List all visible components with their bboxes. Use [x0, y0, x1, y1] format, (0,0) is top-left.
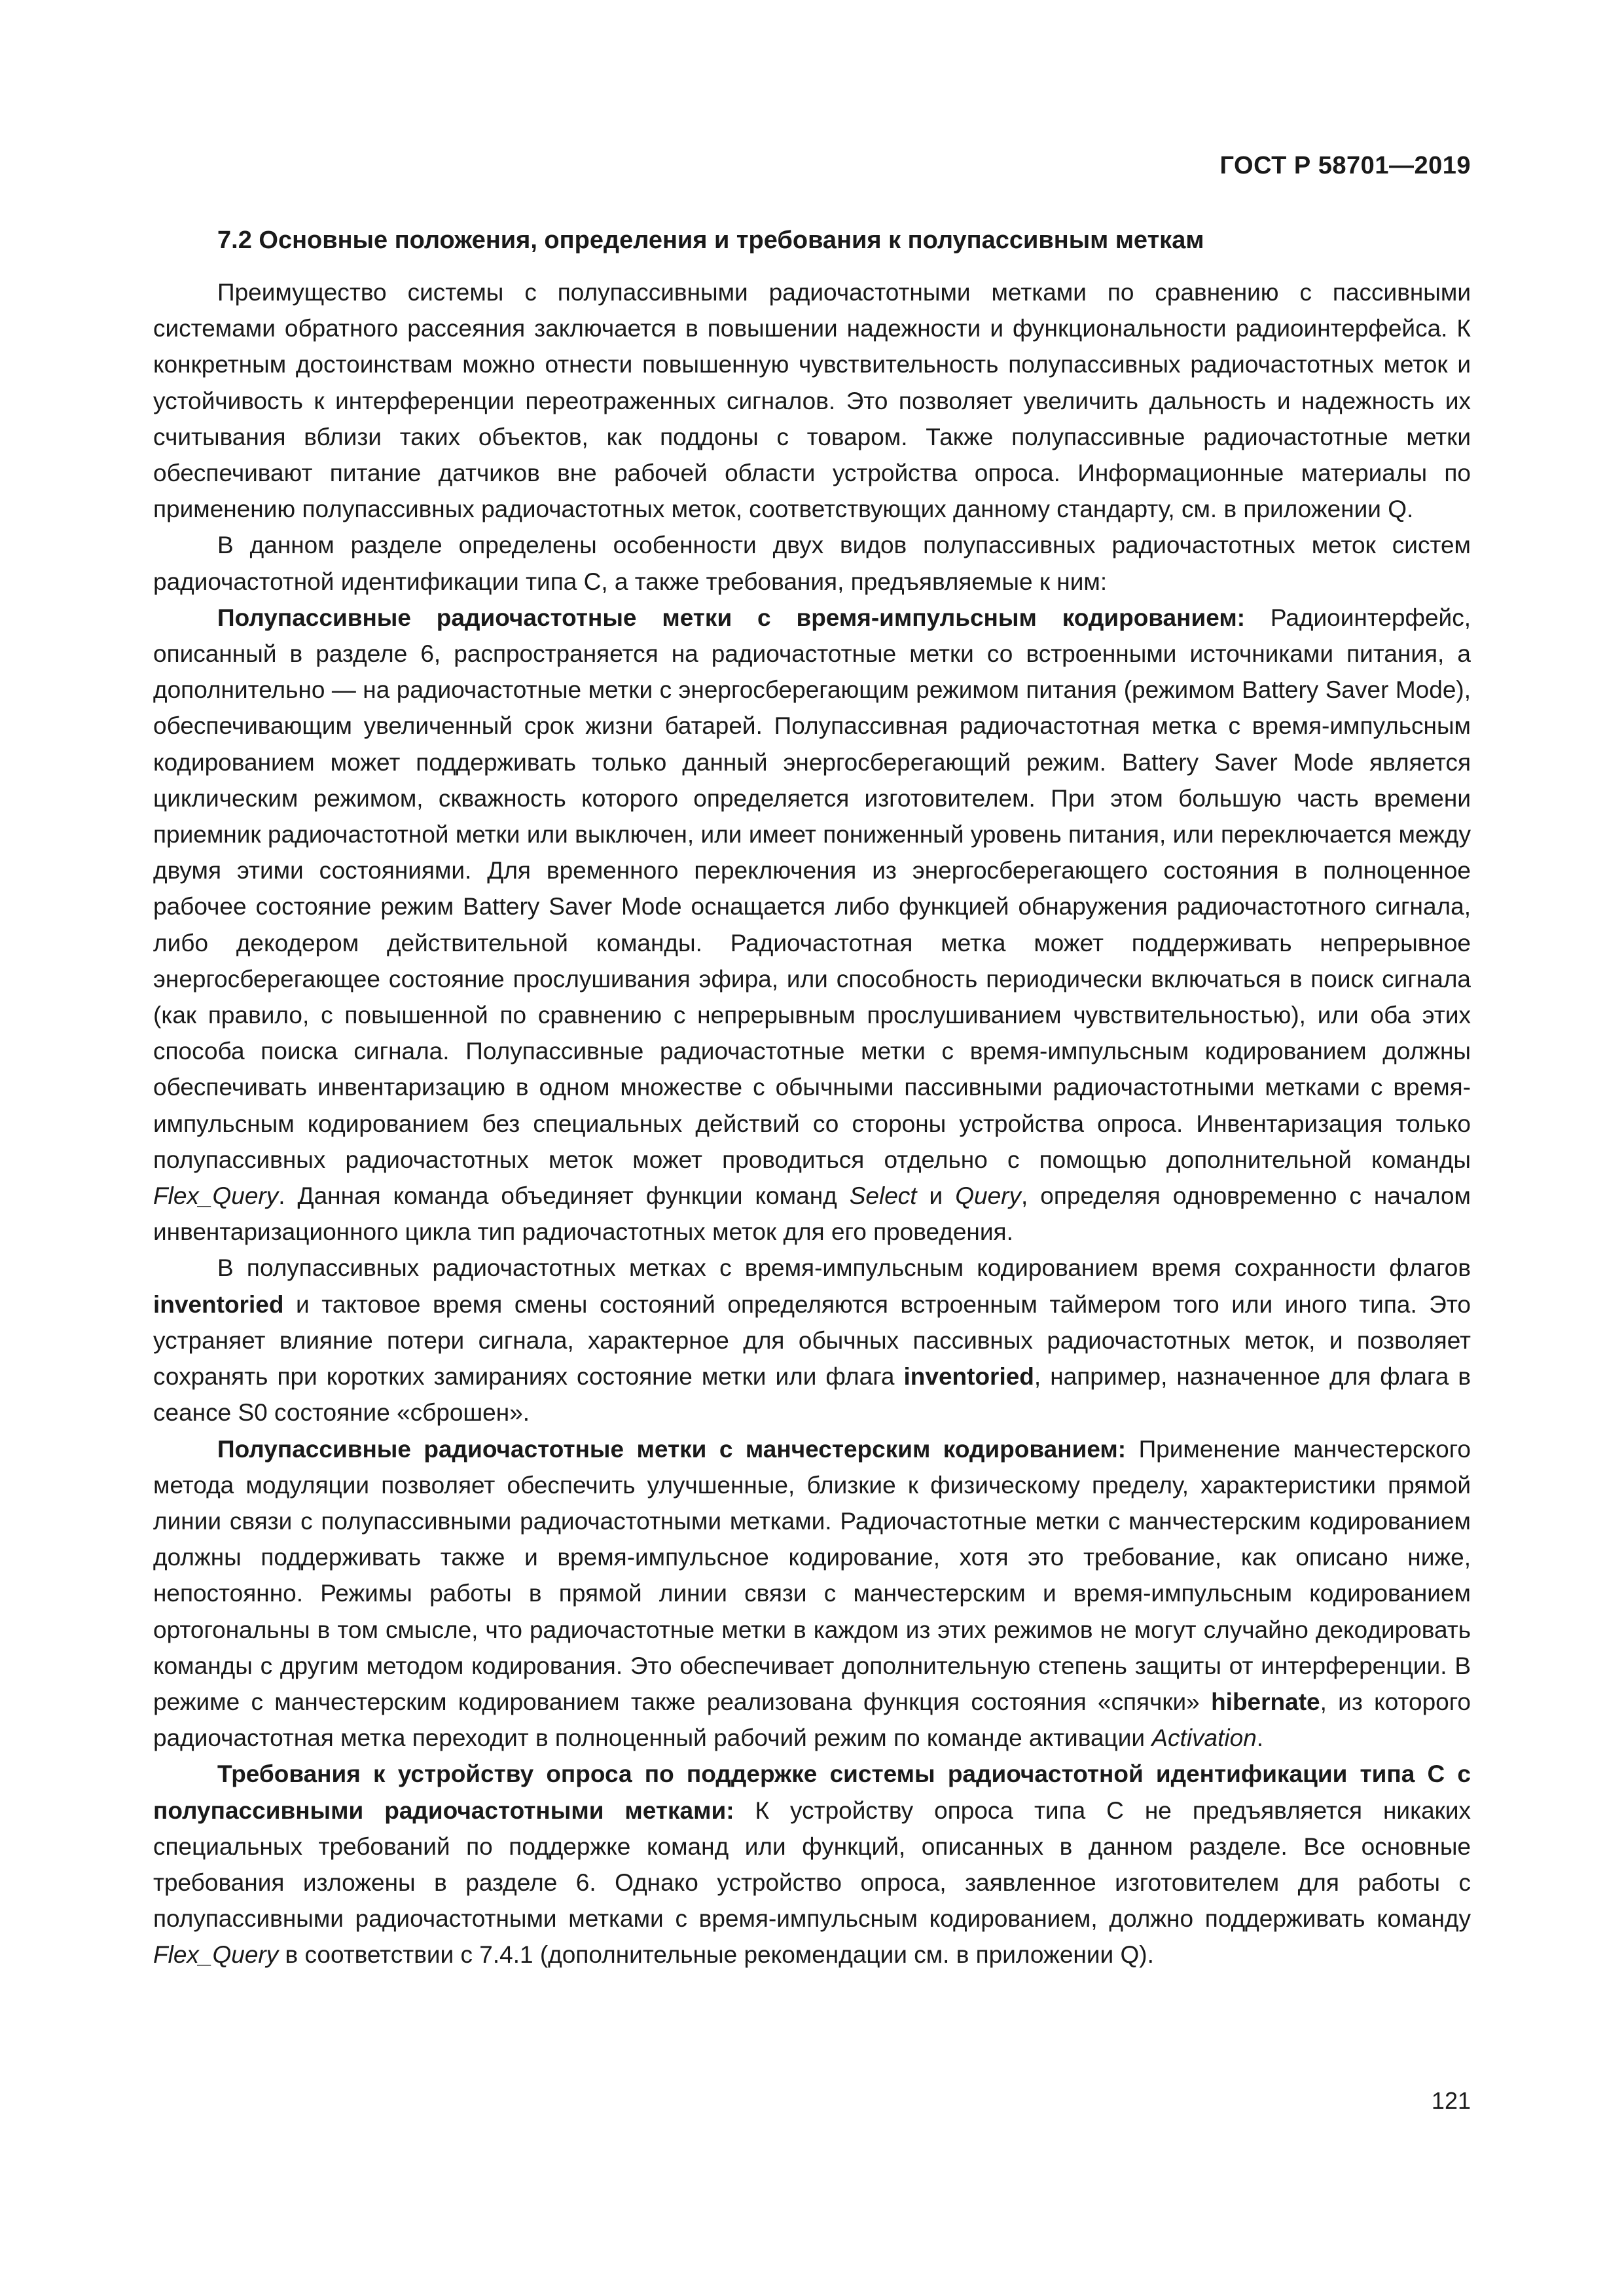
- page-content: [153, 223, 1471, 1973]
- command-name: Activation: [1151, 1724, 1257, 1752]
- paragraph-text: , определяя одновременно с началом инвентаризационного цикла тип радиочастотных меток для его проведения.: [153, 1182, 1471, 1246]
- flag-name: inventoried: [153, 1290, 284, 1318]
- paragraph-text: .: [1256, 1724, 1264, 1752]
- flag-name: inventoried: [903, 1363, 1034, 1391]
- command-name: Flex_Query: [153, 1182, 279, 1210]
- paragraph-advantages: [153, 274, 1471, 527]
- command-name: Select: [849, 1182, 917, 1210]
- paragraph-text: , из которого радиочастотная метка переходит в полноценный рабочий режим по команде активации: [153, 1688, 1471, 1752]
- paragraph-text: В данном разделе определены особенности двух видов полупассивных радиочастотных меток систем радиочастотной идентификации типа С, а также требования, предъявляемые к ним:: [153, 532, 1471, 595]
- paragraph-lead-term: Полупассивные радиочастотные метки с манчестерским кодированием:: [217, 1435, 1127, 1463]
- paragraph-interrogator-requirements: [153, 1756, 1471, 1973]
- paragraph-text: и тактовое время смены состояний определяются встроенным таймером того или иного типа. Это устраняет влияние потери сигнала, характерное для обычных пассивных радиочастотных меток, и позволяет сохранять при коротких замираниях состояние метки или флага: [153, 1290, 1471, 1391]
- paragraph-text: . Данная команда объединяет функции команд: [278, 1182, 850, 1210]
- state-name: hibernate: [1211, 1688, 1320, 1715]
- paragraph-text: и: [916, 1182, 956, 1210]
- paragraph-lead-term: Полупассивные радиочастотные метки с время-импульсным кодированием:: [217, 604, 1246, 631]
- document-code: ГОСТ Р 58701—2019: [1219, 152, 1471, 179]
- command-name: Query: [955, 1182, 1021, 1210]
- paragraph-text: Преимущество системы с полупассивными радиочастотными метками по сравнению с пассивными системами обратного рассеяния заключается в повышении надежности и функциональности радиоинтерфейса. К конкретным достоинствам можно отнести повышенную чувствительность полупассивных радиочастотных меток и устойчивость к интерференции переотраженных сигналов. Это позволяет увеличить дальность и надежность их считывания вблизи таких объектов, как поддоны с товаром. Также полупассивные радиочастотные метки обеспечивают питание датчиков вне рабочей области устройства опроса. Информационные материалы по применению полупассивных радиочастотных меток, соответствующих данному стандарту, см. в приложении Q.: [153, 279, 1471, 523]
- paragraph-text: Применение манчестерского метода модуляции позволяет обеспечить улучшенные, близкие к физическому пределу, характеристики прямой линии связи с полупассивными радиочастотными метками. Радиочастотные метки с манчестерским кодированием должны поддерживать также и время-импульсное кодирование, хотя это требование, как описано ниже, непостоянно. Режимы работы в прямой линии связи с манчестерским и время-импульсным кодированием ортогональны в том смысле, что радиочастотные метки в каждом из этих режимов не могут случайно декодировать команды с другим методом кодирования. Это обеспечивает дополнительную степень защиты от интерференции. В режиме с манчестерским кодированием также реализована функция состояния «спячки»: [153, 1435, 1471, 1715]
- paragraph-lead-term: Требования к устройству опроса по поддержке системы радиочастотной идентификации типа С с полупассивными радиочастотными метками:: [153, 1760, 1471, 1824]
- section-heading: 7.2 Основные положения, определения и требования к полупассивным меткам: [217, 227, 1204, 254]
- paragraph-text: К устройству опроса типа С не предъявляется никаких специальных требований по поддержке команд или функций, описанных в данном разделе. Все основные требования изложены в разделе 6. Однако устройство опроса, заявленное изготовителем для работы с полупассивными радиочастотными метками с время-импульсным кодированием, должно поддерживать команду: [153, 1796, 1471, 1933]
- command-name: Flex_Query: [153, 1941, 279, 1969]
- paragraph-time-pulse-tags: [153, 600, 1471, 1250]
- paragraph-text: , например, назначенное для флага в сеансе S0 состояние «сброшен».: [153, 1363, 1471, 1427]
- paragraph-text: в соответствии с 7.4.1 (дополнительные рекомендации см. в приложении Q).: [278, 1941, 1154, 1969]
- paragraph-text: Радиоинтерфейс, описанный в разделе 6, распространяется на радиочастотные метки со встроенными источниками питания, а дополнительно — на радиочастотные метки с энергосберегающим режимом питания (режимом Battery Saver Mode), обеспечивающим увеличенный срок жизни батарей. Полупассивная радиочастотная метка с время-импульсным кодированием может поддерживать только данный энергосберегающий режим. Battery Saver Mode является циклическим режимом, скважность которого определяется изготовителем. При этом большую часть времени приемник радиочастотной метки или выключен, или имеет пониженный уровень питания, или переключается между двумя этими состояниями. Для временного переключения из энергосберегающего состояния в полноценное рабочее состояние режим Battery Saver Mode оснащается либо функцией обнаружения радиочастотного сигнала, либо декодером действительной команды. Радиочастотная метка может поддерживать непрерывное энергосберегающее состояние прослушивания эфира, или способность периодически включаться в поиск сигнала (как правило, с повышенной по сравнению с непрерывным прослушиванием чувствительностью), или оба этих способа поиска сигнала. Полупассивные радиочастотные метки с время-импульсным кодированием должны обеспечивать инвентаризацию в одном множестве с обычными пассивными радиочастотными метками с время-импульсным кодированием без специальных действий со стороны устройства опроса. Инвентаризация только полупассивных радиочастотных меток может проводиться отдельно с помощью дополнительной команды: [153, 604, 1471, 1173]
- paragraph-text: В полупассивных радиочастотных метках с время-импульсным кодированием время сохранности флагов: [217, 1254, 1471, 1282]
- paragraph-manchester-tags: [153, 1431, 1471, 1757]
- paragraph-section-scope: [153, 527, 1471, 599]
- page-number: 121: [1431, 2087, 1471, 2114]
- paragraph-inventoried-flags: [153, 1250, 1471, 1430]
